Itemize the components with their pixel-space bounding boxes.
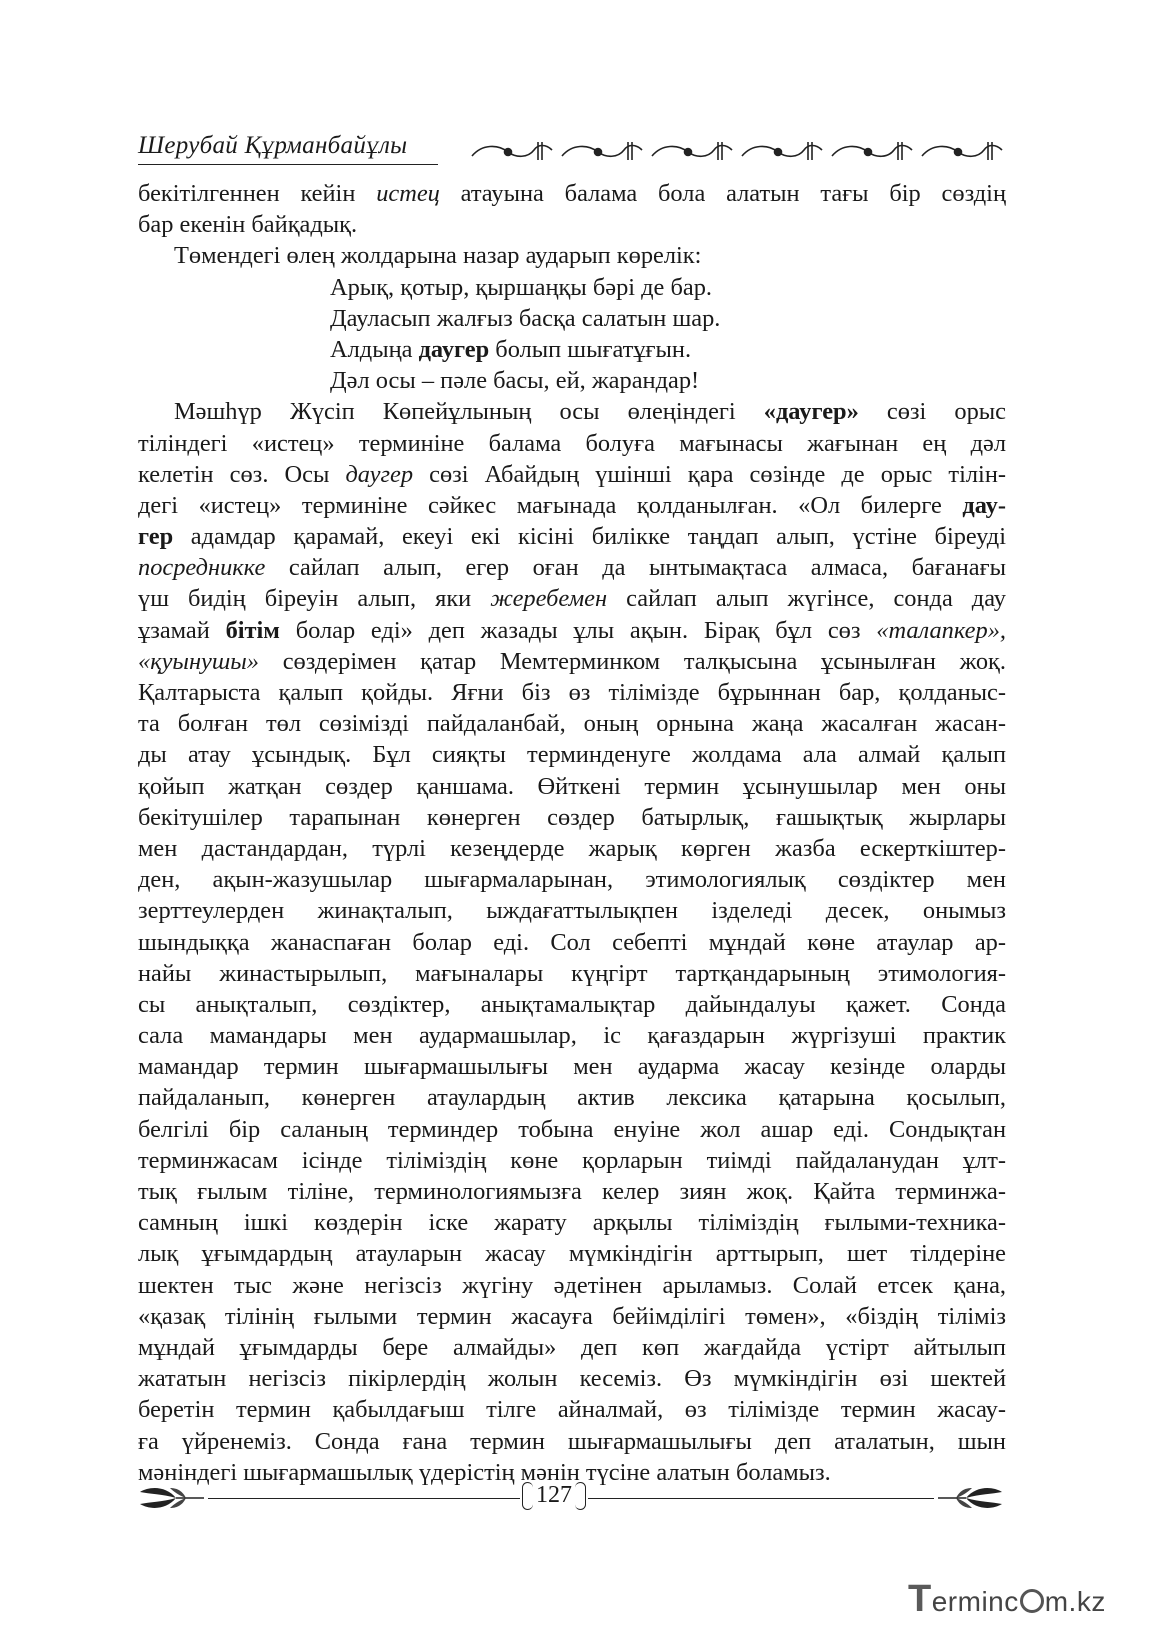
text-line [138,178,1006,209]
italic-term: истец [376,180,440,207]
text-run: пайдаланып, көнерген атаулардың актив лексика қатарына қосылып, [138,1084,1006,1112]
bold-term: гер [138,523,174,551]
text-line [138,1363,1006,1394]
text-run: белгілі бір саланың терминдер тобына енуіне жол ашар еді. Сондықтан [138,1115,1006,1143]
text-run: мұндай ұғымдарды бере алмайды» деп көп жағдайда үстірт айтылып [138,1333,1006,1361]
text-line [138,334,1006,365]
text-line [138,646,1006,677]
text-run: ден, ақын-жазушылар шығармаларынан, этимологиялық сөздіктер мен [138,866,1006,894]
text-line [138,1082,1006,1113]
text-run: тіліндегі «истец» терминіне балама болуға мағынасы жағынан ең дәл [138,429,1006,457]
text-line [138,1270,1006,1301]
italic-term: жеребемен [490,585,608,613]
text-line [138,864,1006,895]
text-run: атауына балама бола алатын тағы бір сөздің [439,180,1006,207]
text-run: ға үйренеміз. Сонда ғана термин шығармашылығы деп аталатын, шын [138,1427,1006,1455]
text-run: сөзі орыс [858,398,1007,426]
text-line [138,989,1006,1020]
text-line [138,708,1006,739]
text-run: адамдар қарамай, екеуі екі кісіні билікке таңдап алып, үстіне біреуді [173,523,1006,551]
page-footer [136,1478,1008,1518]
text-line [138,272,1006,303]
bold-term: даугер [418,335,490,363]
text-run: «қазақ тілінің ғылыми термин жасауға бейімділігі төмен», «біздің тіліміз [138,1302,1006,1330]
text-line [138,771,1006,802]
text-run: лық ұғымдардың атауларын жасау мүмкіндігін арттырып, шет тілдеріне [138,1240,1006,1268]
text-run: терминжасам ісінде тіліміздің көне қорларын тиімді пайдаланудан ұлт- [138,1146,1006,1174]
text-line [138,1051,1006,1082]
text-line [138,1020,1006,1051]
text-run: тық ғылым тіліне, терминологиямызға келер зиян жоқ. Қайта терминжа- [138,1178,1006,1205]
text-run: сайлап алып, егер оған да ынтымақтаса алмаса, бағанағы [265,554,1006,582]
text-run: бекітушілер тарапынан көнерген сөздер батырлық, ғашықтық жырлары [138,803,1006,831]
text-run: болып шығатұғын. [489,335,692,363]
text-line [138,365,1006,396]
text-run: жататын негізсіз пікірлердің жолын кесеміз. Өз мүмкіндігін өзі шектей [138,1365,1006,1393]
running-header [138,132,1008,172]
text-line [138,677,1006,708]
text-run: ұзамай [138,616,226,644]
text-run: сала мамандары мен аудармашылар, іс қағаздарын жүргізуші практик [138,1022,1006,1050]
text-run: сы анықталып, сөздіктер, анықтамалықтар дайындалуы қажет. Сонда [138,990,1006,1018]
text-line [138,1145,1006,1176]
bold-term: бітім [225,616,280,644]
text-line [138,615,1006,646]
italic-term: даугер [345,460,414,488]
text-run: Дәл осы – пәле басы, ей, жарандар! [330,367,700,395]
text-run: ды атау ұсындық. Бұл сияқты терминденуге жолдама ала алмай қалып [138,741,1006,769]
bold-term: дау- [962,491,1006,519]
text-run: үш бидің біреуін алып, яки [138,585,491,613]
text-line [138,1426,1006,1457]
leaf-ornament-left-icon [136,1482,206,1514]
text-run: Мәшһүр Жүсіп Көпейұлының осы өлеңіндегі [174,398,764,426]
text-line [138,396,1006,427]
text-run: та болған төл сөзімізді пайдаланбай, оның орнына жаңа жасалған жасан- [138,710,1006,738]
text-line [138,583,1006,614]
text-line [138,833,1006,864]
running-header-author: Шерубай Құрманбайұлы [138,132,408,159]
italic-term: посредникке [138,554,266,582]
text-line [138,1394,1006,1425]
text-run: қойып жатқан сөздер қаншама. Өйткені термин ұсынушылар мен оны [138,772,1006,800]
text-run: Алдыңа [330,335,419,363]
ornament-border-icon [468,136,1008,164]
text-line [138,552,1006,583]
leaf-ornament-right-icon [936,1482,1006,1514]
page-number-text: 127 [536,1482,572,1508]
text-line [138,303,1006,334]
text-line [138,428,1006,459]
watermark-letter: T [908,1578,932,1620]
text-run: сайлап алып жүгінсе, сонда дау [607,585,1006,613]
text-line [138,895,1006,926]
text-run: дегі «истец» терминіне сәйкес мағынада қолданылған. «Ол билерге [138,491,963,519]
text-line [138,1332,1006,1363]
text-run: Арық, қотыр, қыршаңқы бәрі де бар. [330,273,712,301]
watermark-text: erminc [931,1586,1019,1617]
text-run: сөзі Абайдың үшінші қара сөзінде де орыс тілін- [413,460,1006,488]
text-line [138,240,1006,271]
text-line [138,1238,1006,1269]
text-run: бар екенін байқадық. [138,211,358,239]
header-rule [138,164,438,165]
bold-term: «даугер» [763,398,859,426]
footer-rule-right [588,1498,934,1499]
text-line [138,521,1006,552]
text-line [138,1301,1006,1332]
footer-rule-left [208,1498,520,1499]
text-run: Төмендегі өлең жолдарына назар аударып көрелік: [174,242,702,270]
text-line [138,1176,1006,1207]
text-run: шектен тыс және негізсіз жүгіну әдетінен арыламыз. Солай етсек қана, [138,1271,1006,1299]
site-watermark [908,1578,1106,1621]
text-run: беретін термин қабылдағыш тілге айналмай, өз тілімізде термин жасау- [138,1396,1006,1424]
text-line [138,209,1006,240]
text-run: зерттеулерден жинақталып, ыждағаттылықпен ізделеді десек, онымыз [138,897,1006,925]
page-number [522,1480,586,1510]
text-line [138,958,1006,989]
main-text [138,178,1006,1488]
text-run: найы жинастырылып, мағыналары күңгірт тартқандарының этимология- [138,959,1006,987]
text-line [138,739,1006,770]
italic-term: «талапкер», [876,616,1006,644]
text-line [138,490,1006,521]
text-run: Қалтарыста қалып қойды. Яғни біз өз тілімізде бұрыннан бар, қолданыс- [138,679,1006,706]
text-run: шындыққа жанаспаған болар еді. Сол себепті мұндай көне атаулар ар- [138,928,1006,956]
circle-icon [1020,1589,1044,1613]
italic-term: «қуынушы» [138,647,260,675]
text-run: мамандар термин шығармашылығы мен аударма жасау кезінде оларды [138,1053,1006,1081]
text-line [138,459,1006,490]
text-run: болар еді» деп жазады ұлы ақын. Бірақ бұл сөз [279,616,877,644]
text-run: келетін сөз. Осы [138,460,346,488]
text-line [138,802,1006,833]
text-line [138,1114,1006,1145]
text-run: Дауласып жалғыз басқа салатын шар. [330,304,721,332]
text-run: бекітілгеннен кейін [138,180,377,207]
text-run: мәніндегі шығармашылық үдерістің мәнін түсіне алатын боламыз. [138,1458,831,1486]
text-line [138,927,1006,958]
text-run: мен дастандардан, түрлі кезеңдерде жарық көрген жазба ескерткіштер- [138,834,1006,862]
watermark-domain: m.kz [1044,1586,1106,1617]
text-line [138,1207,1006,1238]
text-run: сөздерімен қатар Мемтерминком талқысына ұсынылған жоқ. [259,647,1006,675]
text-run: самның ішкі көздерін іске жарату арқылы тіліміздің ғылыми-техника- [138,1209,1006,1237]
